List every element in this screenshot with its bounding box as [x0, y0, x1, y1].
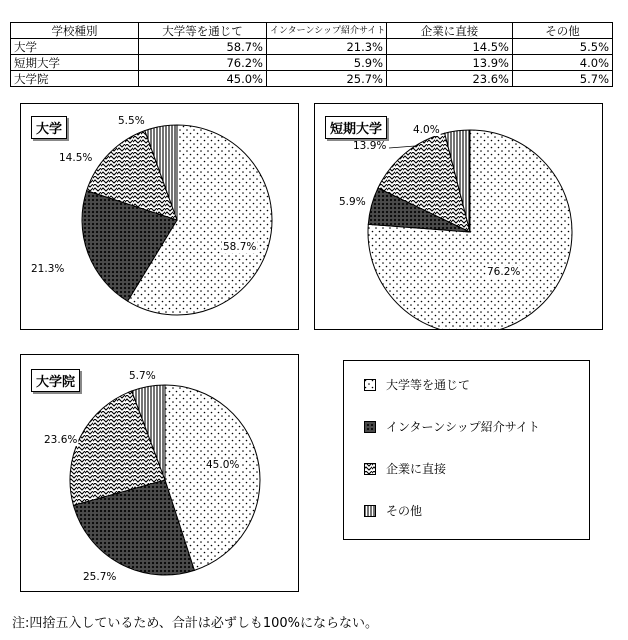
chart-title: 大学: [31, 116, 67, 139]
legend-swatch-crosshatch: [364, 421, 376, 433]
table-cell: 45.0%: [139, 71, 267, 87]
summary-table: [10, 22, 613, 87]
table-header-row: [11, 23, 613, 39]
table-cell: 23.6%: [387, 71, 513, 87]
table-row: [11, 55, 613, 71]
pie-data-label: 23.6%: [44, 434, 78, 446]
row-label: 大学院: [11, 71, 139, 87]
pie-data-label: 25.7%: [83, 571, 117, 583]
table-row: [11, 71, 613, 87]
chart-panel-daigakuin: [20, 354, 299, 592]
legend-swatch-vertical-lines: [364, 505, 376, 517]
chart-title: 大学院: [31, 369, 80, 392]
table-row: [11, 39, 613, 55]
table-cell: 5.9%: [267, 55, 387, 71]
legend-label: インターンシップ紹介サイト: [386, 420, 540, 434]
table-header: その他: [513, 23, 613, 39]
table-header: インターンシップ紹介サイト: [267, 23, 387, 39]
table-header: 学校種別: [11, 23, 139, 39]
table-cell: 5.7%: [513, 71, 613, 87]
chart-title: 短期大学: [325, 116, 387, 139]
table-header: 企業に直接: [387, 23, 513, 39]
pie-data-label: 76.2%: [487, 266, 521, 278]
table-cell: 58.7%: [139, 39, 267, 55]
table-cell: 76.2%: [139, 55, 267, 71]
pie-data-label: 5.9%: [339, 196, 366, 208]
pie-data-label: 21.3%: [31, 263, 65, 275]
pie-data-label: 5.5%: [118, 115, 145, 127]
table-cell: 13.9%: [387, 55, 513, 71]
legend-label: その他: [386, 504, 423, 518]
pie-data-label: 4.0%: [413, 124, 440, 136]
legend-swatch-zigzag: [364, 463, 376, 475]
row-label: 大学: [11, 39, 139, 55]
pie-data-label: 13.9%: [353, 140, 387, 152]
pie-data-label: 14.5%: [59, 152, 93, 164]
table-cell: 4.0%: [513, 55, 613, 71]
pie-data-label: 5.7%: [129, 370, 156, 382]
pie-data-label: 58.7%: [223, 241, 257, 253]
label-leader-line: [389, 146, 415, 148]
legend-label: 大学等を通じて: [386, 378, 471, 392]
legend: [343, 360, 590, 540]
table-cell: 14.5%: [387, 39, 513, 55]
table-header: 大学等を通じて: [139, 23, 267, 39]
chart-panel-daigaku: [20, 103, 299, 330]
legend-label: 企業に直接: [386, 462, 447, 476]
table-cell: 25.7%: [267, 71, 387, 87]
legend-swatch-dots: [364, 379, 376, 391]
table-cell: 5.5%: [513, 39, 613, 55]
row-label: 短期大学: [11, 55, 139, 71]
table-cell: 21.3%: [267, 39, 387, 55]
footnote: 注:四捨五入しているため、合計は必ずしも100%にならない。: [12, 616, 379, 631]
chart-panel-tanki-daigaku: [314, 103, 603, 330]
pie-data-label: 45.0%: [206, 459, 240, 471]
